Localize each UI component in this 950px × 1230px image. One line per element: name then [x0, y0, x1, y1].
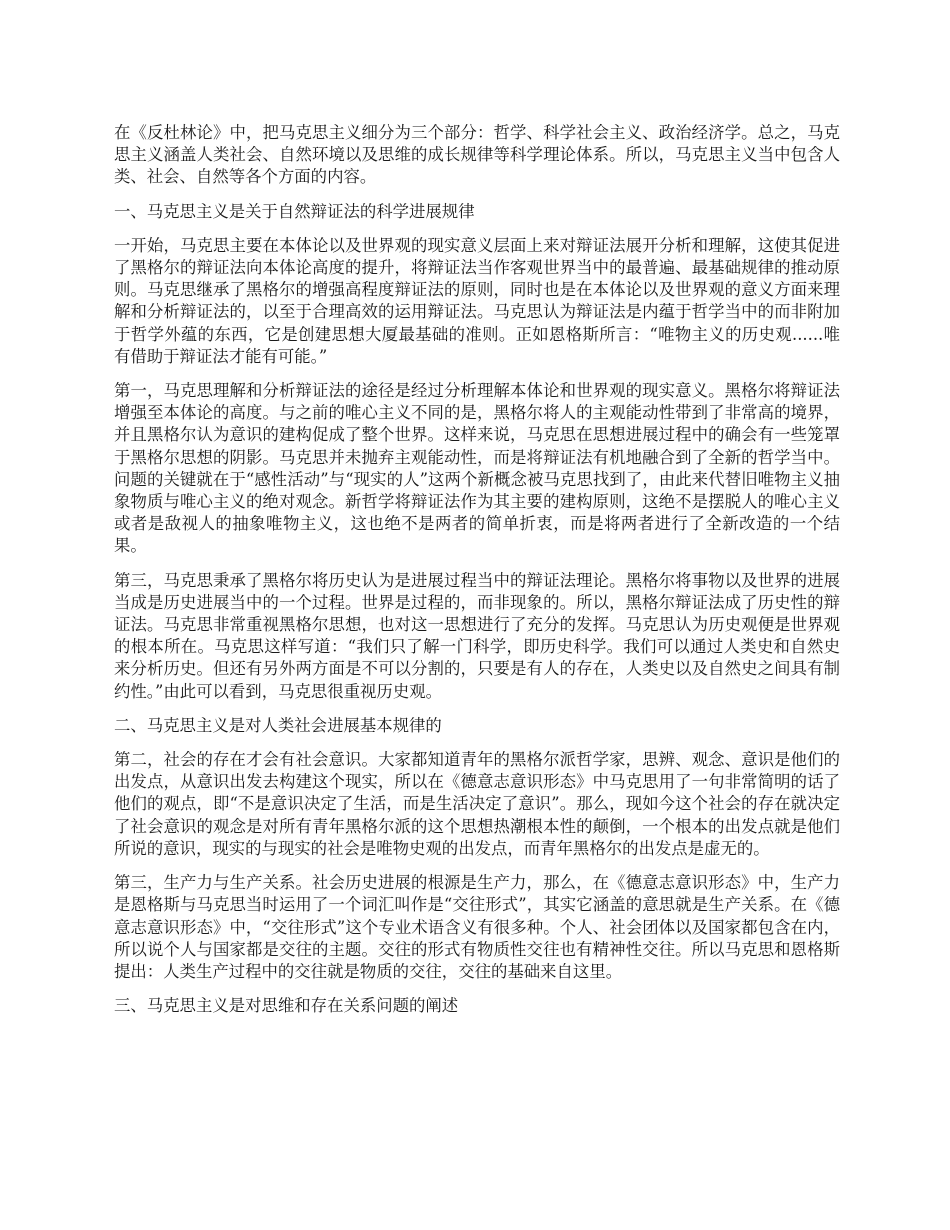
body-paragraph: 第二，社会的存在才会有社会意识。大家都知道青年的黑格尔派哲学家，思辨、观念、意识是他们的出发点，从意识出发去构建这个现实，所以在《德意志意识形态》中马克思用了一句非常简明的话了他们的观点，即“不是意识决定了生活，而是生活决定了意识”。那么，现如今这个社会的存在就决定了社会意识的观念是对所有青年黑格尔派的这个思想热潮根本性的颠倒，一个根本的出发点就是他们所说的意识，现实的与现实的社会是唯物史观的出发点，而青年黑格尔的出发点是虚无的。 — [114, 750, 840, 858]
section-heading-2: 二、马克思主义是对人类社会进展基本规律的 — [114, 715, 442, 735]
intro-paragraph: 在《反杜林论》中，把马克思主义细分为三个部分：哲学、科学社会主义、政治经济学。总之，马克思主义涵盖人类社会、自然环境以及思维的成长规律等科学理论体系。所以，马克思主义当中包含人类、社会、自然等各个方面的内容。 — [114, 123, 840, 187]
body-paragraph: 第三，生产力与生产关系。社会历史进展的根源是生产力，那么，在《德意志意识形态》中，生产力是恩格斯与马克思当时运用了一个词汇叫作是“交往形式”，其实它涵盖的意思就是生产关系。在《德意志意识形态》中，“交往形式”这个专业术语含义有很多种。个人、社会团体以及国家都包含在内，所以说个人与国家都是交往的主题。交往的形式有物质性交往也有精神性交往。所以马克思和恩格斯提出：人类生产过程中的交往就是物质的交往，交往的基础来自这里。 — [114, 873, 840, 981]
section-heading-3: 三、马克思主义是对思维和存在关系问题的阐述 — [114, 996, 459, 1016]
body-paragraph: 第一，马克思理解和分析辩证法的途径是经过分析理解本体论和世界观的现实意义。黑格尔将辩证法增强至本体论的高度。与之前的唯心主义不同的是，黑格尔将人的主观能动性带到了非常高的境界，并且黑格尔认为意识的建构促成了整个世界。这样来说，马克思在思想进展过程中的确会有一些笼罩于黑格尔思想的阴影。马克思并未抛弃主观能动性，而是将辩证法有机地融合到了全新的哲学当中。问题的关键就在于“感性活动”与“现实的人”这两个新概念被马克思找到了，由此来代替旧唯物主义抽象物质与唯心主义的绝对观念。新哲学将辩证法作为其主要的建构原则，这绝不是摆脱人的唯心主义或者是敌视人的抽象唯物主义，这也绝不是两者的简单折衷，而是将两者进行了全新改造的一个结果。 — [114, 381, 840, 556]
document-body — [114, 122, 840, 1029]
body-paragraph: 第三，马克思秉承了黑格尔将历史认为是进展过程当中的辩证法理论。黑格尔将事物以及世界的进展当成是历史进展当中的一个过程。世界是过程的，而非现象的。所以，黑格尔辩证法成了历史性的辩证法。马克思非常重视黑格尔思想，也对这一思想进行了充分的发挥。马克思认为历史观便是世界观的根本所在。马克思这样写道：“我们只了解一门科学，即历史科学。我们可以通过人类史和自然史来分析历史。但还有另外两方面是不可以分割的，只要是有人的存在，人类史以及自然史之间具有制约性。”由此可以看到，马克思很重视历史观。 — [114, 570, 840, 701]
body-paragraph: 一开始，马克思主要在本体论以及世界观的现实意义层面上来对辩证法展开分析和理解，这使其促进了黑格尔的辩证法向本体论高度的提升，将辩证法当作客观世界当中的最普遍、最基础规律的推动原则。马克思继承了黑格尔的增强高程度辩证法的原则，同时也是在本体论以及世界观的意义方面来理解和分析辩证法的，以至于合理高效的运用辩证法。马克思认为辩证法是内蕴于哲学当中的而非附加于哲学外蕴的东西，它是创建思想大厦最基础的准则。正如恩格斯所言：“唯物主义的历史观......唯有借助于辩证法才能有可能。” — [114, 235, 840, 366]
section-heading-1: 一、马克思主义是关于自然辩证法的科学进展规律 — [114, 201, 475, 221]
